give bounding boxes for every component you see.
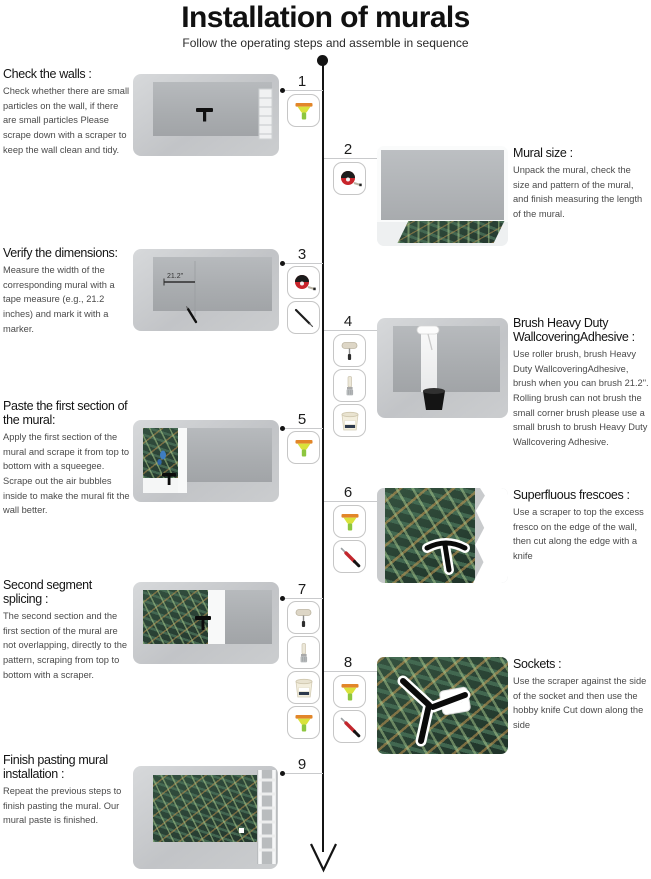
squeegee-icon <box>333 505 366 538</box>
step-7-title: Second segment splicing : <box>3 578 92 606</box>
step-6-tools <box>333 505 366 573</box>
step-9-number: 9 <box>297 756 307 773</box>
marker-pen-icon <box>287 301 320 334</box>
step-8-title: Sockets : <box>513 657 562 671</box>
hobby-knife-icon <box>333 540 366 573</box>
step-1-connector-dot <box>280 88 285 93</box>
step-5-text <box>3 399 133 518</box>
figure-mural-size-room <box>377 146 508 246</box>
squeegee-icon <box>287 94 320 127</box>
step-4-tools <box>333 334 366 437</box>
paint-roller-icon <box>333 334 366 367</box>
step-1-connector <box>284 90 323 91</box>
step-3-text <box>3 246 133 336</box>
marker-pen-graphic <box>186 306 196 322</box>
step-3-description: Measure the width of the corresponding mural with a tape measure (e.g., 21.2 inches) and mark it with a marker. <box>3 265 115 334</box>
squeegee-icon <box>287 431 320 464</box>
step-2-tools <box>333 162 366 195</box>
step-4-number: 4 <box>343 313 353 330</box>
step-9-connector-dot <box>280 771 285 776</box>
page-subtitle: Follow the operating steps and assemble in sequence <box>182 36 469 50</box>
step-3-connector <box>284 263 323 264</box>
figure-adhesive-room <box>377 318 508 418</box>
step-1-text <box>3 67 133 157</box>
squeegee-graphic <box>195 616 211 630</box>
wall-socket-graphic <box>239 828 244 833</box>
figure-measure-room <box>133 249 279 331</box>
step-8-text <box>513 657 649 733</box>
timeline-arrowhead <box>309 842 338 874</box>
step-7-number: 7 <box>297 581 307 598</box>
radiator-grid <box>259 89 272 139</box>
step-1-description: Check whether there are small particles on the wall, if there are small particles Please scrape down with a scraper to keep the wall clean and tidy. <box>3 86 130 155</box>
paint-brush-icon <box>287 636 320 669</box>
step-4-connector <box>324 330 377 331</box>
tape-measure-icon <box>287 266 320 299</box>
step-1-title: Check the walls : <box>3 67 92 81</box>
step-6-connector <box>324 501 377 502</box>
tape-measure-icon <box>333 162 366 195</box>
figure-check-walls-room <box>133 74 279 156</box>
step-3-tools <box>287 266 320 334</box>
hobby-knife-icon <box>333 710 366 743</box>
room-back-wall <box>381 150 504 220</box>
step-8-number: 8 <box>343 654 353 671</box>
step-2-description: Unpack the mural, check the size and pattern of the mural, and finish measuring the length of the mural. <box>513 165 643 220</box>
step-1-tools <box>287 94 320 127</box>
step-7-tools <box>287 601 320 739</box>
step-2-number: 2 <box>343 141 353 158</box>
step-9-title: Finish pasting mural installation : <box>3 753 108 781</box>
paint-brush-icon <box>333 369 366 402</box>
step-1-number: 1 <box>297 73 307 90</box>
paint-roller-graphic <box>417 326 439 350</box>
paint-roller-icon <box>287 601 320 634</box>
step-7-description: The second section and the first section of the mural are not overlapping, directly to the pattern, scraping from top to bottom with a scraper. <box>3 611 128 680</box>
dimension-label: 21.2" <box>167 273 184 280</box>
blue-flower-graphic <box>157 451 166 466</box>
step-2-title: Mural size : <box>513 146 573 160</box>
step-5-title: Paste the first section of the mural: <box>3 399 128 427</box>
timeline-line <box>322 60 324 852</box>
step-6-number: 6 <box>343 484 353 501</box>
ladder-graphic <box>257 770 277 864</box>
step-4-text <box>513 316 651 450</box>
squeegee-icon <box>333 675 366 708</box>
mural-roll-on-floor <box>398 221 505 243</box>
step-4-description: Use roller brush, brush Heavy Duty WallcoveringAdhesive, brush when you can brush 21.2". Rolling brush can not brush the small corner brush please use a small brush to brush Heavy Duty Wallcovering Adhesive. <box>513 349 649 448</box>
page-title: Installation of murals <box>181 1 470 34</box>
scraper-graphic <box>196 108 213 122</box>
step-8-description: Use the scraper against the side of the socket and then use the hobby knife Cut down along the side <box>513 676 647 731</box>
step-2-connector <box>324 158 377 159</box>
step-3-title: Verify the dimensions: <box>3 246 118 260</box>
step-8-connector <box>324 671 377 672</box>
adhesive-bucket-icon <box>287 671 320 704</box>
adhesive-bucket-icon <box>333 404 366 437</box>
step-7-text <box>3 578 133 682</box>
figure-second-section-room <box>133 582 279 664</box>
step-9-description: Repeat the previous steps to finish pasting the mural. Our mural paste is finished. <box>3 786 122 826</box>
step-6-description: Use a scraper to top the excess fresco on the edge of the wall, then cut along the edge with a knife <box>513 507 644 562</box>
step-5-number: 5 <box>297 411 307 428</box>
step-9-text <box>3 753 133 828</box>
step-3-number: 3 <box>297 246 307 263</box>
scraper-graphic <box>427 543 465 570</box>
step-3-connector-dot <box>280 261 285 266</box>
step-7-connector <box>284 598 323 599</box>
dimension-line <box>164 273 195 286</box>
step-5-description: Apply the first section of the mural and scrape it from top to bottom with a squeegee. Scrape out the air bubbles inside to make the mural fit the wall better. <box>3 432 130 516</box>
figure-first-section-room <box>133 420 279 502</box>
step-6-title: Superfluous frescoes : <box>513 488 630 502</box>
step-2-text <box>513 146 649 222</box>
step-4-title: Brush Heavy Duty WallcoveringAdhesive : <box>513 316 635 344</box>
step-5-tools <box>287 431 320 464</box>
step-8-tools <box>333 675 366 743</box>
squeegee-graphic <box>162 473 176 485</box>
figure-trim-excess <box>377 488 508 583</box>
step-5-connector <box>284 428 323 429</box>
step-7-connector-dot <box>280 596 285 601</box>
figure-socket-cutout <box>377 657 508 754</box>
squeegee-icon <box>287 706 320 739</box>
figure-finished-room <box>133 766 278 869</box>
adhesive-bucket-graphic <box>423 388 445 410</box>
step-6-text <box>513 488 649 564</box>
step-9-connector <box>284 773 323 774</box>
step-5-connector-dot <box>280 426 285 431</box>
